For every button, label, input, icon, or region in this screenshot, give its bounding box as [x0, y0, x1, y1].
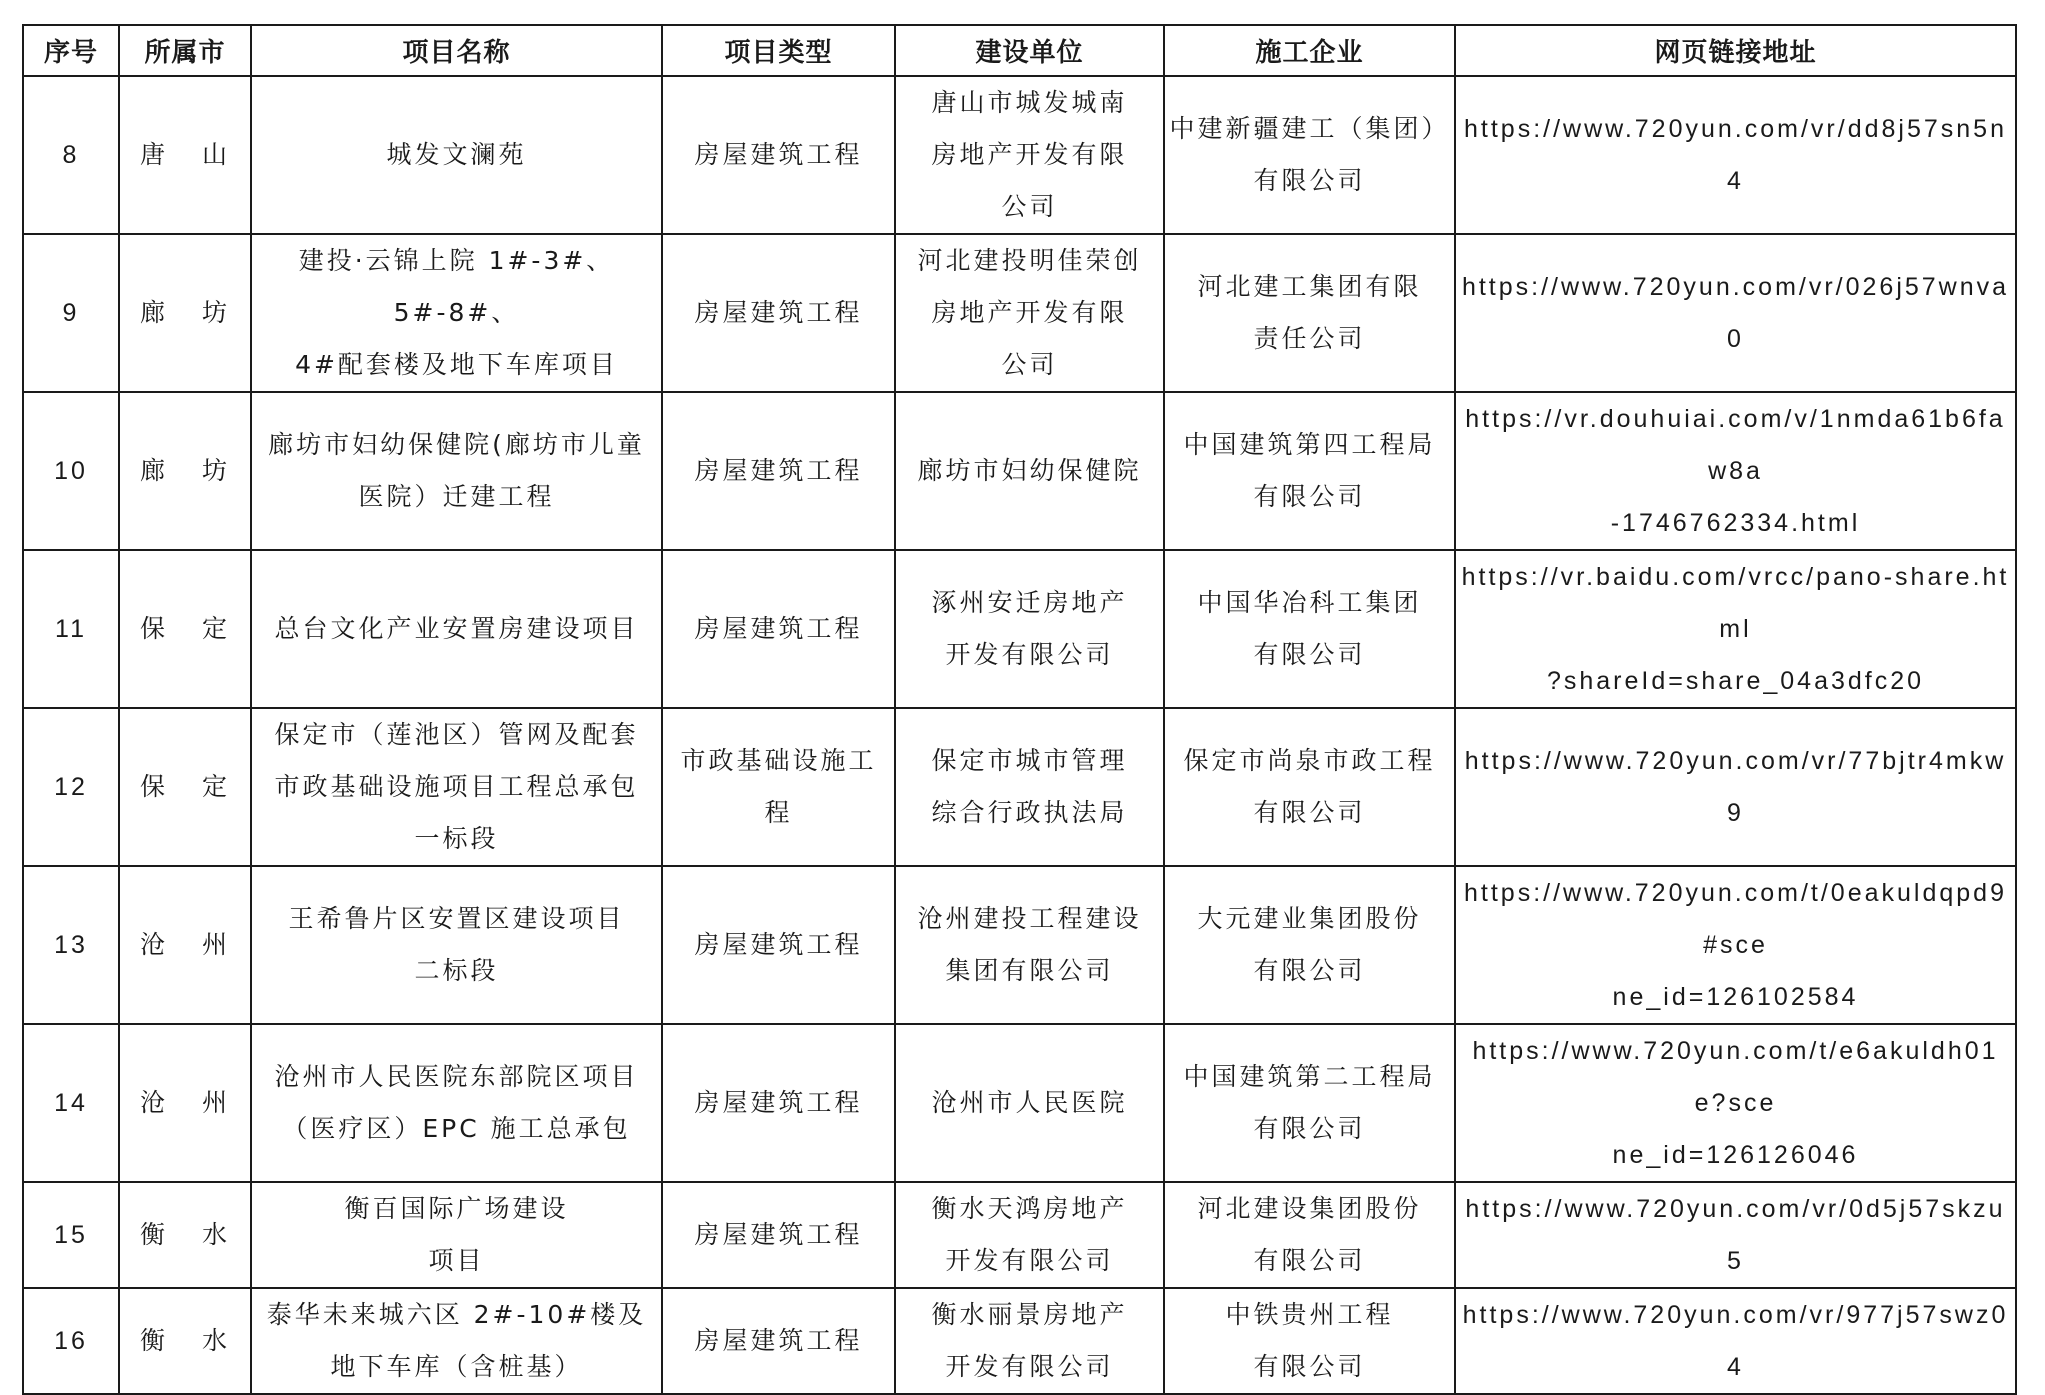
cell-line: 开发有限公司 [945, 1352, 1114, 1381]
cell-contractor [1164, 866, 1455, 1024]
cell-url[interactable] [1455, 708, 2016, 866]
cell-line: 房屋建筑工程 [694, 1326, 863, 1355]
cell-city [119, 866, 251, 1024]
cell-contractor [1164, 234, 1455, 392]
cell-line: 泰华未来城六区 2#-10#楼及 [266, 1300, 647, 1329]
cell-line: 王希鲁片区安置区建设项目 [288, 904, 625, 933]
cell-line: 中国建筑第二工程局 [1183, 1062, 1436, 1091]
table-row [23, 708, 2016, 866]
cell-url[interactable] [1455, 866, 2016, 1024]
cell-no: 15 [23, 1182, 119, 1288]
cell-line: 房屋建筑工程 [694, 456, 863, 485]
cell-project-type [662, 1182, 895, 1288]
city-char: 水 [202, 1326, 231, 1355]
cell-line: 保定市城市管理 [931, 746, 1128, 775]
cell-line: 有限公司 [1253, 482, 1366, 511]
city-char: 廊 [139, 456, 168, 485]
header-url: 网页链接地址 [1455, 25, 2016, 76]
cell-no: 12 [23, 708, 119, 866]
cell-builder [895, 234, 1164, 392]
city-char: 衡 [139, 1326, 168, 1355]
city-char: 廊 [139, 298, 168, 327]
cell-project-name [251, 234, 662, 392]
cell-line: 沧州建投工程建设 [917, 904, 1142, 933]
city-char: 水 [202, 1220, 231, 1249]
cell-url[interactable] [1455, 76, 2016, 234]
cell-line: 大元建业集团股份 [1197, 904, 1422, 933]
cell-line: 建投·云锦上院 1#-3#、5#-8#、 [298, 246, 615, 327]
cell-line: 河北建工集团有限 [1197, 272, 1422, 301]
cell-line: 房地产开发有限 [931, 298, 1128, 327]
url-line[interactable]: ne_id=126126046 [1612, 1141, 1859, 1169]
cell-url[interactable] [1455, 1024, 2016, 1182]
cell-contractor [1164, 1182, 1455, 1288]
cell-line: 4#配套楼及地下车库项目 [295, 350, 618, 379]
cell-contractor [1164, 1288, 1455, 1394]
cell-city [119, 392, 251, 550]
cell-line: 房屋建筑工程 [694, 1088, 863, 1117]
header-project-name: 项目名称 [251, 25, 662, 76]
cell-line: 廊坊市妇幼保健院(廊坊市儿童 [268, 430, 645, 459]
city-char: 保 [139, 614, 168, 643]
cell-line: 河北建设集团股份 [1197, 1194, 1422, 1223]
cell-no: 9 [23, 234, 119, 392]
header-project-type: 项目类型 [662, 25, 895, 76]
cell-line: 唐山市城发城南 [931, 88, 1128, 117]
cell-line: 地下车库（含桩基） [330, 1352, 583, 1381]
cell-builder [895, 550, 1164, 708]
city-char: 沧 [139, 930, 168, 959]
header-no: 序号 [23, 25, 119, 76]
cell-line: 市政基础设施项目工程总承包 [274, 772, 639, 801]
url-line[interactable]: https://www.720yun.com/vr/0d5j57skzu5 [1465, 1195, 2006, 1275]
cell-city [119, 76, 251, 234]
cell-builder [895, 1182, 1164, 1288]
cell-project-type [662, 708, 895, 866]
cell-project-type [662, 550, 895, 708]
url-line[interactable]: https://www.720yun.com/t/e6akuldh01e?sce [1472, 1037, 1999, 1117]
url-line[interactable]: https://www.720yun.com/vr/026j57wnva0 [1461, 273, 2010, 353]
cell-line: 有限公司 [1253, 956, 1366, 985]
cell-line: 房屋建筑工程 [694, 140, 863, 169]
cell-line: 有限公司 [1253, 166, 1366, 195]
url-line[interactable]: https://vr.douhuiai.com/v/1nmda61b6faw8a [1465, 405, 2006, 485]
city-char: 保 [139, 772, 168, 801]
city-char: 唐 [139, 140, 168, 169]
cell-no: 14 [23, 1024, 119, 1182]
table-body [23, 76, 2016, 1394]
cell-contractor [1164, 1024, 1455, 1182]
cell-line: 有限公司 [1253, 798, 1366, 827]
cell-line: 衡水丽景房地产 [931, 1300, 1128, 1329]
cell-city [119, 1288, 251, 1394]
cell-city [119, 550, 251, 708]
city-char: 沧 [139, 1088, 168, 1117]
cell-line: 房屋建筑工程 [694, 1220, 863, 1249]
cell-no: 10 [23, 392, 119, 550]
city-char: 定 [202, 614, 231, 643]
url-line[interactable]: ne_id=126102584 [1612, 983, 1859, 1011]
header-builder: 建设单位 [895, 25, 1164, 76]
cell-project-name [251, 1288, 662, 1394]
cell-project-name [251, 1024, 662, 1182]
cell-line: 房屋建筑工程 [694, 930, 863, 959]
cell-builder [895, 76, 1164, 234]
cell-line: 有限公司 [1253, 1352, 1366, 1381]
cell-project-type [662, 392, 895, 550]
cell-line: 保定市（莲池区）管网及配套 [274, 720, 639, 749]
cell-contractor [1164, 550, 1455, 708]
city-char: 州 [202, 930, 231, 959]
cell-city [119, 1182, 251, 1288]
url-line[interactable]: https://www.720yun.com/t/0eakuldqpd9#sce [1464, 879, 2007, 959]
cell-line: 中国建筑第四工程局 [1183, 430, 1436, 459]
cell-line: 总台文化产业安置房建设项目 [274, 614, 639, 643]
cell-line: 开发有限公司 [945, 1246, 1114, 1275]
cell-line: 有限公司 [1253, 1114, 1366, 1143]
url-line[interactable]: https://www.720yun.com/vr/dd8j57sn5n4 [1464, 115, 2007, 195]
cell-line: 有限公司 [1253, 1246, 1366, 1275]
cell-line: 沧州市人民医院 [931, 1088, 1128, 1117]
cell-no: 8 [23, 76, 119, 234]
cell-url[interactable] [1455, 392, 2016, 550]
cell-url[interactable] [1455, 1288, 2016, 1394]
cell-contractor [1164, 76, 1455, 234]
project-table [22, 24, 2017, 1395]
cell-builder [895, 1288, 1164, 1394]
cell-project-name [251, 550, 662, 708]
cell-builder [895, 1024, 1164, 1182]
cell-line: 一标段 [414, 824, 499, 853]
cell-line: 有限公司 [1253, 640, 1366, 669]
table-row [23, 234, 2016, 392]
table-row [23, 76, 2016, 234]
cell-line: 二标段 [414, 956, 499, 985]
cell-city [119, 708, 251, 866]
cell-line: 中建新疆建工（集团） [1169, 114, 1450, 143]
cell-line: 中铁贵州工程 [1225, 1300, 1394, 1329]
cell-line: 房屋建筑工程 [694, 298, 863, 327]
cell-no: 16 [23, 1288, 119, 1394]
cell-builder [895, 392, 1164, 550]
cell-line: 公司 [1001, 350, 1058, 379]
cell-line: 中国华冶科工集团 [1197, 588, 1422, 617]
url-line[interactable]: ?shareId=share_04a3dfc20 [1546, 667, 1925, 695]
header-row [23, 25, 2016, 76]
cell-line: 项目 [428, 1246, 485, 1275]
header-contractor: 施工企业 [1164, 25, 1455, 76]
table-row [23, 866, 2016, 1024]
cell-line: 河北建投明佳荣创 [917, 246, 1142, 275]
cell-line: 集团有限公司 [945, 956, 1114, 985]
cell-builder [895, 708, 1164, 866]
table-row [23, 550, 2016, 708]
table-row [23, 1182, 2016, 1288]
cell-project-type [662, 76, 895, 234]
cell-line: 衡水天鸿房地产 [931, 1194, 1128, 1223]
table-row [23, 1288, 2016, 1394]
cell-line: 综合行政执法局 [931, 798, 1128, 827]
table-row [23, 392, 2016, 550]
city-char: 坊 [202, 456, 231, 485]
cell-project-type [662, 1024, 895, 1182]
cell-line: 房地产开发有限 [931, 140, 1128, 169]
cell-line: 保定市尚泉市政工程 [1183, 746, 1436, 775]
cell-project-name [251, 76, 662, 234]
cell-line: （医疗区）EPC 施工总承包 [282, 1114, 631, 1143]
cell-contractor [1164, 392, 1455, 550]
cell-no: 13 [23, 866, 119, 1024]
cell-line: 涿州安迁房地产 [931, 588, 1128, 617]
cell-city [119, 234, 251, 392]
cell-url[interactable] [1455, 1182, 2016, 1288]
cell-line: 房屋建筑工程 [694, 614, 863, 643]
city-char: 州 [202, 1088, 231, 1117]
cell-line: 廊坊市妇幼保健院 [917, 456, 1142, 485]
cell-project-name [251, 866, 662, 1024]
url-line[interactable]: https://www.720yun.com/vr/977j57swz04 [1462, 1301, 2009, 1381]
cell-line: 市政基础设施工 [680, 746, 877, 775]
url-line[interactable]: -1746762334.html [1610, 509, 1861, 537]
cell-line: 责任公司 [1253, 324, 1366, 353]
city-char: 定 [202, 772, 231, 801]
cell-line: 医院）迁建工程 [358, 482, 555, 511]
cell-project-type [662, 866, 895, 1024]
url-line[interactable]: https://www.720yun.com/vr/77bjtr4mkw9 [1464, 747, 2007, 827]
city-char: 山 [202, 140, 231, 169]
cell-project-name [251, 1182, 662, 1288]
table-row [23, 1024, 2016, 1182]
city-char: 衡 [139, 1220, 168, 1249]
url-line[interactable]: https://vr.baidu.com/vrcc/pano-share.html [1461, 563, 2010, 643]
cell-builder [895, 866, 1164, 1024]
cell-url[interactable] [1455, 234, 2016, 392]
cell-line: 沧州市人民医院东部院区项目 [274, 1062, 639, 1091]
cell-project-type [662, 1288, 895, 1394]
cell-contractor [1164, 708, 1455, 866]
cell-project-name [251, 708, 662, 866]
cell-line: 程 [764, 798, 793, 827]
cell-project-name [251, 392, 662, 550]
cell-url[interactable] [1455, 550, 2016, 708]
header-city: 所属市 [119, 25, 251, 76]
cell-line: 公司 [1001, 192, 1058, 221]
cell-project-type [662, 234, 895, 392]
cell-line: 衡百国际广场建设 [344, 1194, 569, 1223]
cell-line: 城发文澜苑 [386, 140, 527, 169]
cell-no: 11 [23, 550, 119, 708]
cell-city [119, 1024, 251, 1182]
cell-line: 开发有限公司 [945, 640, 1114, 669]
city-char: 坊 [202, 298, 231, 327]
